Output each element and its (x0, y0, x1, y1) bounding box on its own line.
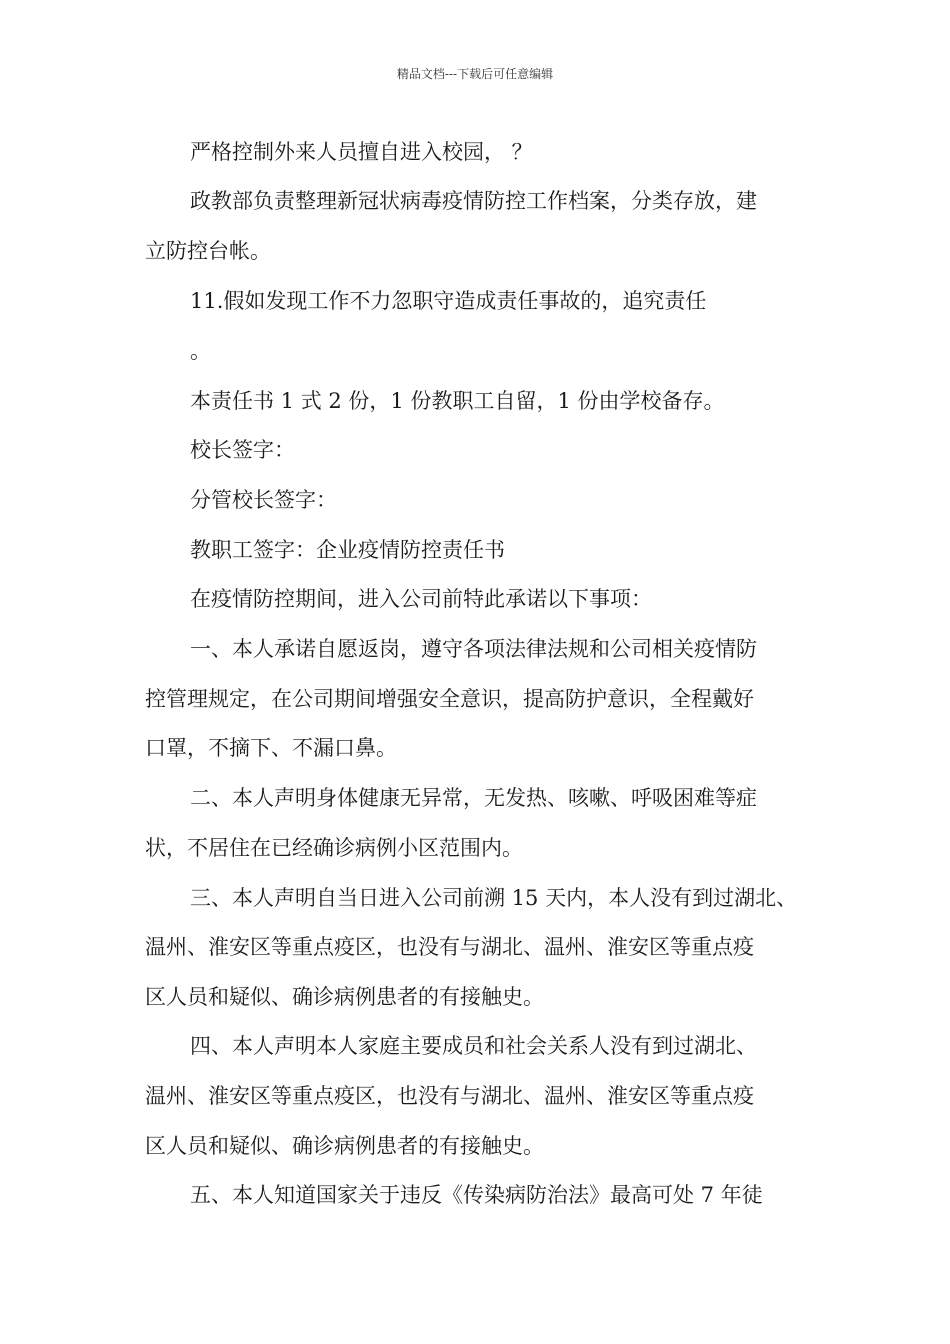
signature-label: 教职工签字：企业疫情防控责任书 (190, 538, 505, 562)
paragraph-line: 温州、淮安区等重点疫区，也没有与湖北、温州、淮安区等重点疫 (145, 1084, 754, 1108)
paragraph-line: 五、本人知道国家关于违反《传染病防治法》最高可处 7 年徒 (190, 1183, 763, 1207)
paragraph-line: 温州、淮安区等重点疫区，也没有与湖北、温州、淮安区等重点疫 (145, 935, 754, 959)
paragraph-line: 状，不居住在已经确诊病例小区范围内。 (145, 836, 523, 860)
paragraph-line: 区人员和疑似、确诊病例患者的有接触史。 (145, 985, 544, 1009)
paragraph-line: 口罩，不摘下、不漏口鼻。 (145, 736, 397, 760)
paragraph-line: 本责任书 1 式 2 份，1 份教职工自留，1 份由学校备存。 (190, 389, 725, 413)
signature-label: 分管校长签字： (190, 488, 337, 512)
paragraph-line: 在疫情防控期间，进入公司前特此承诺以下事项： (190, 587, 652, 611)
paragraph-line: 立防控台帐。 (145, 239, 271, 263)
paragraph-line: 政教部负责整理新冠状病毒疫情防控工作档案，分类存放，建 (190, 189, 757, 213)
paragraph-line: 控管理规定，在公司期间增强安全意识，提高防护意识，全程戴好 (145, 687, 754, 711)
paragraph-line: 四、本人声明本人家庭主要成员和社会关系人没有到过湖北、 (190, 1034, 757, 1058)
signature-label: 校长签字： (190, 438, 295, 462)
paragraph-line: 严格控制外来人员擅自进入校园， ？ (190, 140, 533, 164)
paragraph-line: 三、本人声明自当日进入公司前溯 15 天内，本人没有到过湖北、 (190, 886, 798, 910)
paragraph-line: 。 (190, 339, 211, 363)
paragraph-line: 区人员和疑似、确诊病例患者的有接触史。 (145, 1134, 544, 1158)
paragraph-line: 二、本人声明身体健康无异常，无发热、咳嗽、呼吸困难等症 (190, 786, 757, 810)
paragraph-line: 11.假如发现工作不力忽职守造成责任事故的，追究责任 (190, 289, 707, 313)
page-header: 精品文档---下载后可任意编辑 (396, 67, 554, 81)
paragraph-line: 一、本人承诺自愿返岗，遵守各项法律法规和公司相关疫情防 (190, 637, 757, 661)
